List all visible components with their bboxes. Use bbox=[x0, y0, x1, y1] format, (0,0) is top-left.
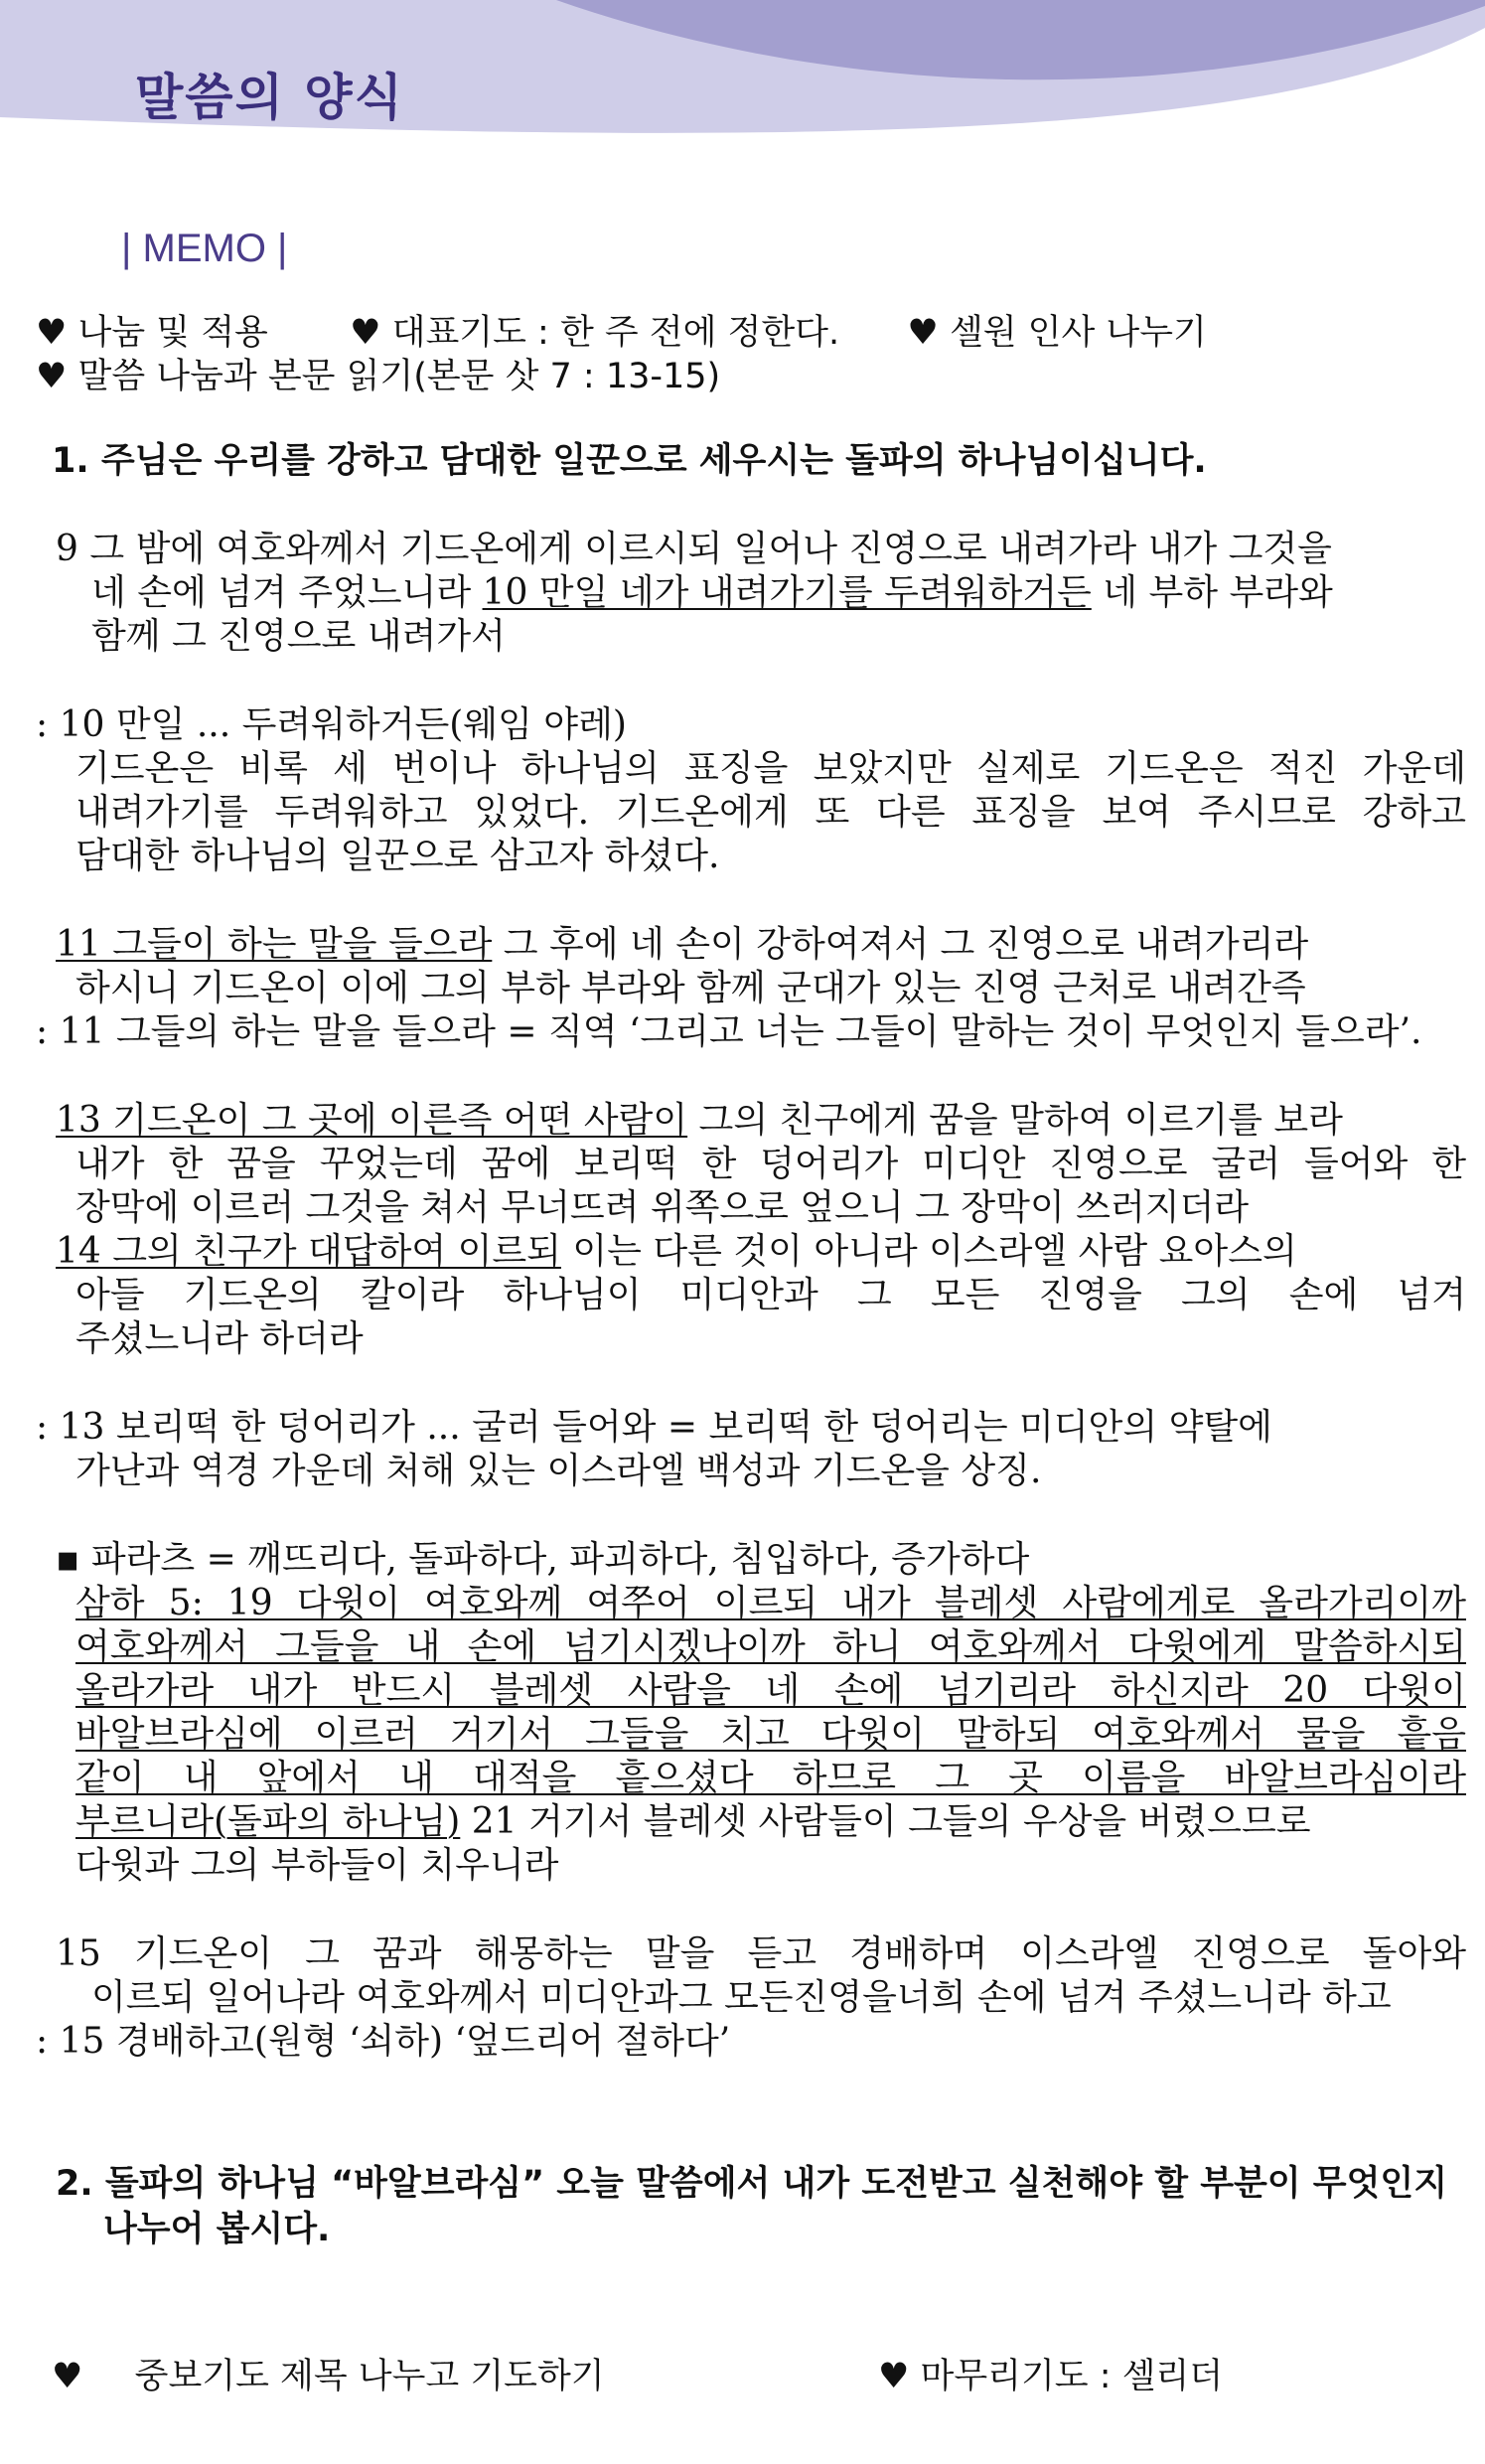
verse-9-line-2: 네 손에 넘겨 주었느니라 10 만일 네가 내려가기를 두려워하거든 네 부하 부라와 bbox=[91, 572, 1333, 613]
note-13-line-1: : 13 보리떡 한 덩어리가 ... 굴러 들어와 = 보리떡 한 덩어리는 미디안의 약탈에 bbox=[36, 1407, 1272, 1448]
parats-line-8: 다윗과 그의 부하들이 치우니라 bbox=[75, 1845, 559, 1886]
heart-icon: ♥ bbox=[52, 2357, 83, 2396]
underlined-text: 부르니라(돌파의 하나님) bbox=[75, 1801, 461, 1842]
verse-14-line-2: 아들 기드온의 칼이라 하나님이 미디안과 그 모든 진영을 그의 손에 넘겨 bbox=[75, 1275, 1466, 1315]
heart-icon: ♥ bbox=[350, 313, 381, 353]
note-10-line-1: : 10 만일 ... 두려워하거든(웨임 야레) bbox=[36, 704, 627, 745]
footer-closing bbox=[878, 2355, 1223, 2398]
parats-line-2 bbox=[75, 1582, 1466, 1625]
underlined-text: 같이 내 앞에서 내 대적을 흩으셨다 하므로 그 곳 이름을 바알브라심이라 bbox=[75, 1758, 1466, 1798]
parats-line-5 bbox=[75, 1713, 1466, 1757]
verse-15-line-1: 15 기드온이 그 꿈과 해몽하는 말을 듣고 경배하며 이스라엘 진영으로 돌아와 bbox=[56, 1933, 1466, 1974]
intro-item-reading: 말씀 나눔과 본문 읽기(본문 삿 7 : 13-15) bbox=[77, 357, 721, 396]
underlined-text: 10 만일 네가 내려가기를 두려워하거든 bbox=[482, 572, 1092, 613]
verse-9-line-1: 9 그 밤에 여호와께서 기드온에게 이르시되 일어나 진영으로 내려가라 내가 그것을 bbox=[56, 529, 1332, 569]
footer-item-intercession: 중보기도 제목 나누고 기도하기 bbox=[134, 2357, 605, 2396]
page-title: 말씀의 양식 bbox=[135, 69, 404, 126]
intro-item-prayer: 대표기도 : 한 주 전에 정한다. bbox=[391, 313, 840, 353]
verse-9-line-3: 함께 그 진영으로 내려가서 bbox=[91, 616, 506, 657]
verse-14-line-3: 주셨느니라 하더라 bbox=[75, 1318, 364, 1359]
note-10-line-2: 기드온은 비록 세 번이나 하나님의 표징을 보았지만 실제로 기드온은 적진 가운데 bbox=[75, 748, 1466, 789]
underlined-text: 바알브라심에 이르러 거기서 그들을 치고 다윗이 말하되 여호와께서 물을 흩음 bbox=[75, 1714, 1466, 1755]
verse-13-line-1: 13 기드온이 그 곳에 이른즉 어떤 사람이 그의 친구에게 꿈을 말하여 이르기를 보라 bbox=[56, 1100, 1343, 1141]
question-2-line-2: 나누어 봅시다. bbox=[103, 2210, 331, 2249]
question-1: 1. 주님은 우리를 강하고 담대한 일꾼으로 세우시는 돌파의 하나님이십니다. bbox=[52, 441, 1207, 481]
footer-item-closing: 마무리기도 : 셀리더 bbox=[920, 2357, 1224, 2396]
underlined-text: 올라가라 내가 반드시 블레셋 사람을 네 손에 넘기리라 하신지라 20 다윗이 bbox=[75, 1670, 1466, 1711]
verse-14-line-1: 14 그의 친구가 대답하여 이르되 이는 다른 것이 아니라 이스라엘 사람 요아스의 bbox=[56, 1231, 1297, 1272]
parats-line-6 bbox=[75, 1757, 1466, 1800]
verse-13-line-2: 내가 한 꿈을 꾸었는데 꿈에 보리떡 한 덩어리가 미디안 진영으로 굴러 들어와 한 bbox=[75, 1144, 1466, 1184]
note-10-line-3: 내려가기를 두려워하고 있었다. 기드온에게 또 다른 표징을 보여 주시므로 강하고 bbox=[75, 792, 1466, 833]
intro-item-greeting: 셀원 인사 나누기 bbox=[949, 313, 1207, 353]
intro-row-1 bbox=[36, 311, 1207, 355]
footer-intercession bbox=[52, 2355, 605, 2398]
verse-11-line-2: 하시니 기드온이 이에 그의 부하 부라와 함께 군대가 있는 진영 근처로 내려간즉 bbox=[75, 968, 1306, 1008]
parats-line-3 bbox=[75, 1625, 1466, 1669]
heart-icon: ♥ bbox=[36, 313, 68, 353]
verse-11-line-1: 11 그들이 하는 말을 들으라 그 후에 네 손이 강하여져서 그 진영으로 내려가리라 bbox=[56, 924, 1309, 965]
parats-definition: ▪ 파라츠 = 깨뜨리다, 돌파하다, 파괴하다, 침입하다, 증가하다 bbox=[56, 1539, 1030, 1580]
note-13-line-2: 가난과 역경 가운데 처해 있는 이스라엘 백성과 기드온을 상징. bbox=[75, 1451, 1042, 1491]
verse-13-line-3: 장막에 이르러 그것을 쳐서 무너뜨려 위쪽으로 엎으니 그 장막이 쓰러지더라 bbox=[75, 1187, 1250, 1228]
verse-11-note: : 11 그들의 하는 말을 들으라 = 직역 ‘그리고 너는 그들이 말하는 것이 무엇인지 들으라’. bbox=[36, 1011, 1422, 1052]
note-10-line-4: 담대한 하나님의 일꾼으로 삼고자 하셨다. bbox=[75, 836, 720, 876]
underlined-text: 11 그들이 하는 말을 들으라 bbox=[56, 924, 493, 965]
verse-15-line-2: 이르되 일어나라 여호와께서 미디안과그 모든진영을너희 손에 넘겨 주셨느니라 하고 bbox=[91, 1977, 1392, 2018]
heart-icon: ♥ bbox=[878, 2357, 910, 2396]
heart-icon: ♥ bbox=[907, 313, 939, 353]
underlined-text: 14 그의 친구가 대답하여 이르되 bbox=[56, 1231, 561, 1272]
verse-15-note: : 15 경배하고(원형 ‘쇠하) ‘엎드리어 절하다’ bbox=[36, 2021, 731, 2062]
underlined-text: 여호와께서 그들을 내 손에 넘기시겠나이까 하니 여호와께서 다윗에게 말씀하시되 bbox=[75, 1626, 1466, 1667]
parats-line-4 bbox=[75, 1669, 1466, 1713]
intro-item-sharing: 나눔 및 적용 bbox=[77, 313, 268, 353]
parats-line-7: 부르니라(돌파의 하나님) 21 거기서 블레셋 사람들이 그들의 우상을 버렸으므로 bbox=[75, 1801, 1311, 1842]
memo-label: | MEMO | bbox=[121, 227, 288, 270]
question-2-line-1: 2. 돌파의 하나님 “바알브라심” 오늘 말씀에서 내가 도전받고 실천해야 할 부분이 무엇인지 bbox=[56, 2164, 1448, 2204]
underlined-text: 13 기드온이 그 곳에 이른즉 어떤 사람이 bbox=[56, 1100, 688, 1141]
heart-icon: ♥ bbox=[36, 357, 68, 396]
underlined-text: 삼하 5: 19 다윗이 여호와께 여쭈어 이르되 내가 블레셋 사람에게로 올라가리이까 bbox=[75, 1583, 1466, 1623]
intro-row-2 bbox=[36, 355, 720, 398]
